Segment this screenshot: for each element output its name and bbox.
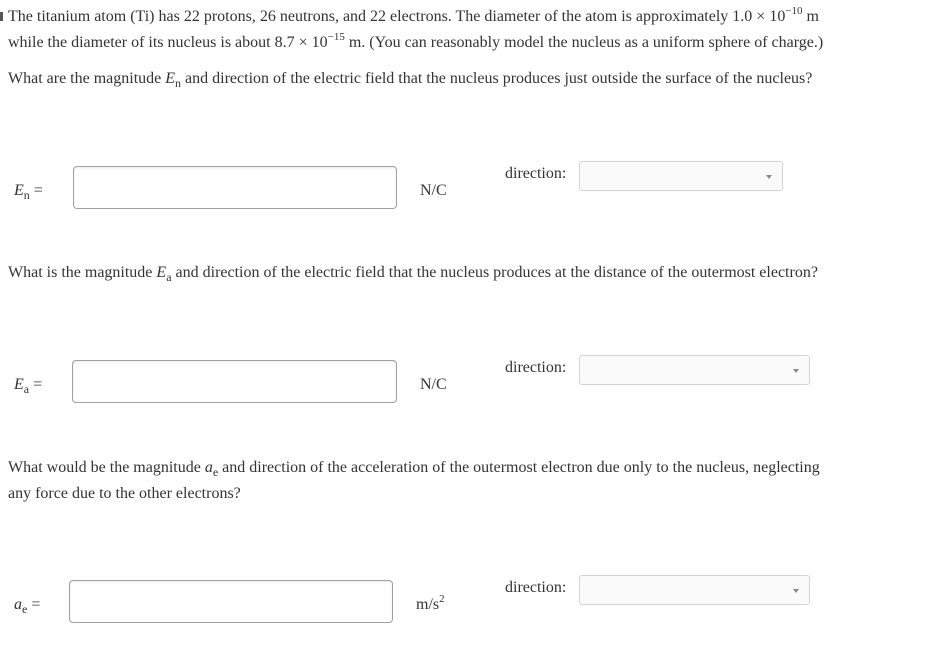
question-2-text: What is the magnitude $E_a$ and direction of the electric field that the nucleus produces at the distance of the outermost electron? (8, 264, 818, 284)
chevron-down-icon (793, 369, 799, 373)
question-1-text: What are the magnitude $E_n$ and direction of the electric field that the nucleus produces just outside the surface of the nucleus? (8, 70, 813, 90)
ae-label: $a_e$ = (14, 596, 41, 616)
chevron-down-icon (766, 175, 772, 179)
ea-unit: N/C (420, 376, 447, 393)
ea-answer-input[interactable] (72, 360, 397, 403)
ea-label: $E_a$ = (14, 376, 43, 396)
question-3-text: What would be the magnitude $a_e$ and direction of the acceleration of the outermost electron due only to the nucleus, neglecting any force due to the other electrons? (8, 459, 820, 502)
ea-direction-select[interactable] (579, 355, 810, 385)
en-label: $E_n$ = (14, 182, 43, 202)
problem-intro-line2: while the diameter of its nucleus is about $8.7 \times 10^{-15}$ m. (You can reasonably model the nucleus as a uniform sphere of charge.) (8, 31, 824, 51)
chevron-down-icon (793, 589, 799, 593)
en-direction-label: direction: (505, 165, 567, 182)
problem-intro (8, 4, 823, 56)
ae-answer-input[interactable] (69, 580, 393, 623)
ea-direction-label: direction: (505, 359, 567, 376)
en-unit: N/C (420, 182, 447, 199)
scroll-edge-marker (0, 12, 3, 21)
en-answer-input[interactable] (73, 166, 397, 209)
ae-unit: $m/s^2$ (416, 593, 445, 613)
problem-intro-line1: The titanium atom (Ti) has 22 protons, 26 neutrons, and 22 electrons. The diameter of the atom is approximately $1.0 \times 10^{-10}$ m (8, 5, 819, 25)
ae-direction-label: direction: (505, 579, 567, 596)
ae-direction-select[interactable] (579, 575, 810, 605)
en-direction-select[interactable] (579, 161, 783, 191)
